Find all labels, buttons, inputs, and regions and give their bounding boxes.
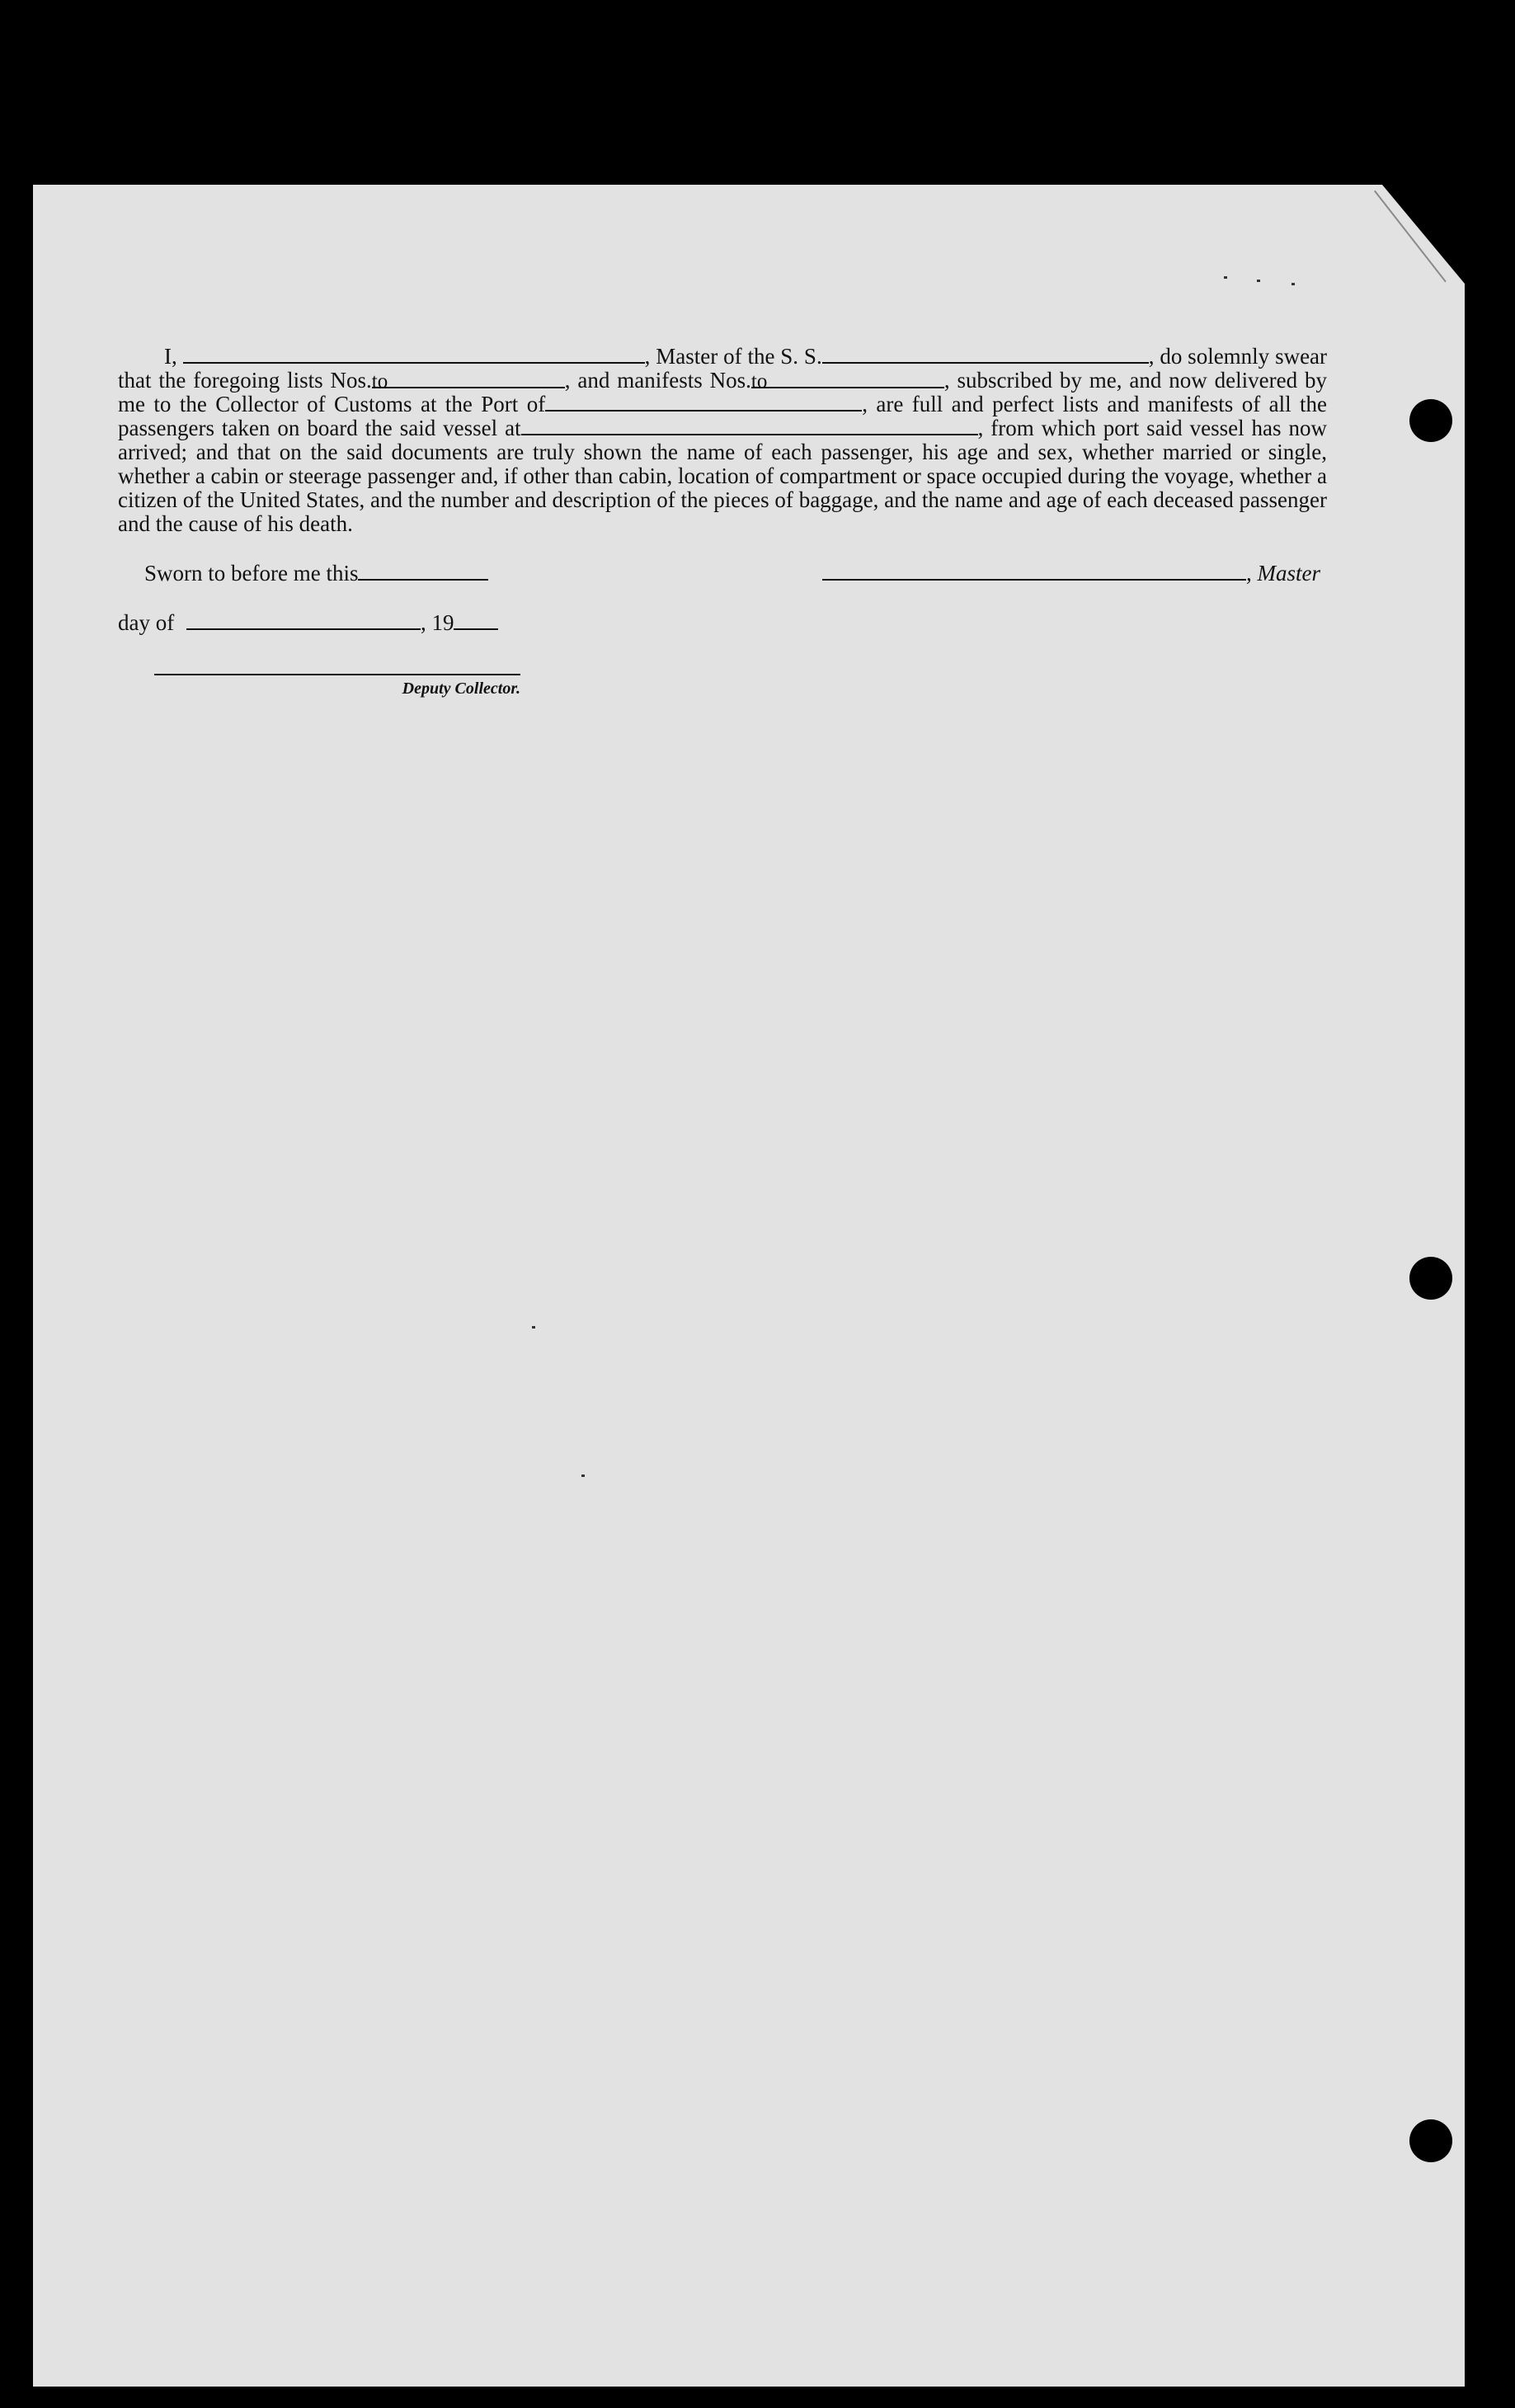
deputy-collector-signature-blank[interactable] (154, 674, 520, 675)
master-signature-label: , Master (1246, 561, 1320, 586)
speck (1292, 283, 1295, 285)
day-of-line (118, 610, 498, 636)
port-of-arrival-blank[interactable] (545, 393, 862, 412)
oath-opening: I, (164, 344, 177, 369)
speck (581, 1474, 585, 1477)
oath-delivered: delivered by me to the Collector of Customs at the Port of (118, 368, 1328, 416)
oath-full-perfect: , are full and perfect lists and (862, 392, 1140, 416)
oath-master-of: , Master of the S. S. (644, 344, 822, 369)
day-of-label: day of (118, 610, 175, 635)
oath-remainder: port said vessel has now arrived; and that on the said documents are truly shown the name of each passenger, his age and sex, whether married or single, whether a cabin or steerage passenger and, if other than cabin, location of compartment or space occupied during the voyage, whether a citizen of the United States, and the number and description of the pieces of baggage, and the name and age of each deceased passenger and the cause of his death. (118, 416, 1328, 536)
to-word: to (371, 370, 388, 393)
oath-swear-lists: swear that the foregoing lists Nos. (118, 344, 1328, 393)
oath-paragraph (118, 345, 1327, 536)
punch-hole-middle (1409, 1257, 1452, 1300)
year-blank[interactable] (454, 612, 498, 630)
year-prefix: , 19 (420, 610, 454, 635)
master-signature-blank[interactable] (822, 562, 1246, 581)
ship-name-blank[interactable] (822, 346, 1149, 364)
manifest-numbers-blank[interactable] (750, 369, 944, 393)
oath-do-solemnly: , do solemnly (1148, 344, 1270, 369)
master-signature-line (822, 561, 1320, 586)
punch-hole-bottom (1409, 2119, 1452, 2162)
speck (1257, 280, 1260, 282)
folded-corner (1382, 185, 1465, 284)
month-blank[interactable] (186, 612, 421, 630)
sworn-day-blank[interactable] (358, 562, 488, 581)
oath-and-manifests: , and manifests Nos. (564, 368, 751, 393)
master-name-blank[interactable] (183, 346, 645, 364)
sworn-line (144, 561, 488, 586)
oath-subscribed: , subscribed by me, and now (943, 368, 1207, 393)
deputy-collector-label: Deputy Collector. (402, 680, 520, 698)
speck (532, 1326, 535, 1329)
speck (1224, 276, 1227, 279)
oath-manifests-all: manifests of all the passengers taken on board the said vessel at (118, 392, 1327, 440)
port-of-embarkation-blank[interactable] (521, 417, 978, 435)
to-word: to (750, 370, 768, 393)
list-numbers-blank[interactable] (371, 369, 565, 393)
sworn-label: Sworn to before me this (144, 561, 359, 586)
oath-from-which: , from which (977, 416, 1096, 440)
punch-hole-top (1409, 399, 1452, 442)
